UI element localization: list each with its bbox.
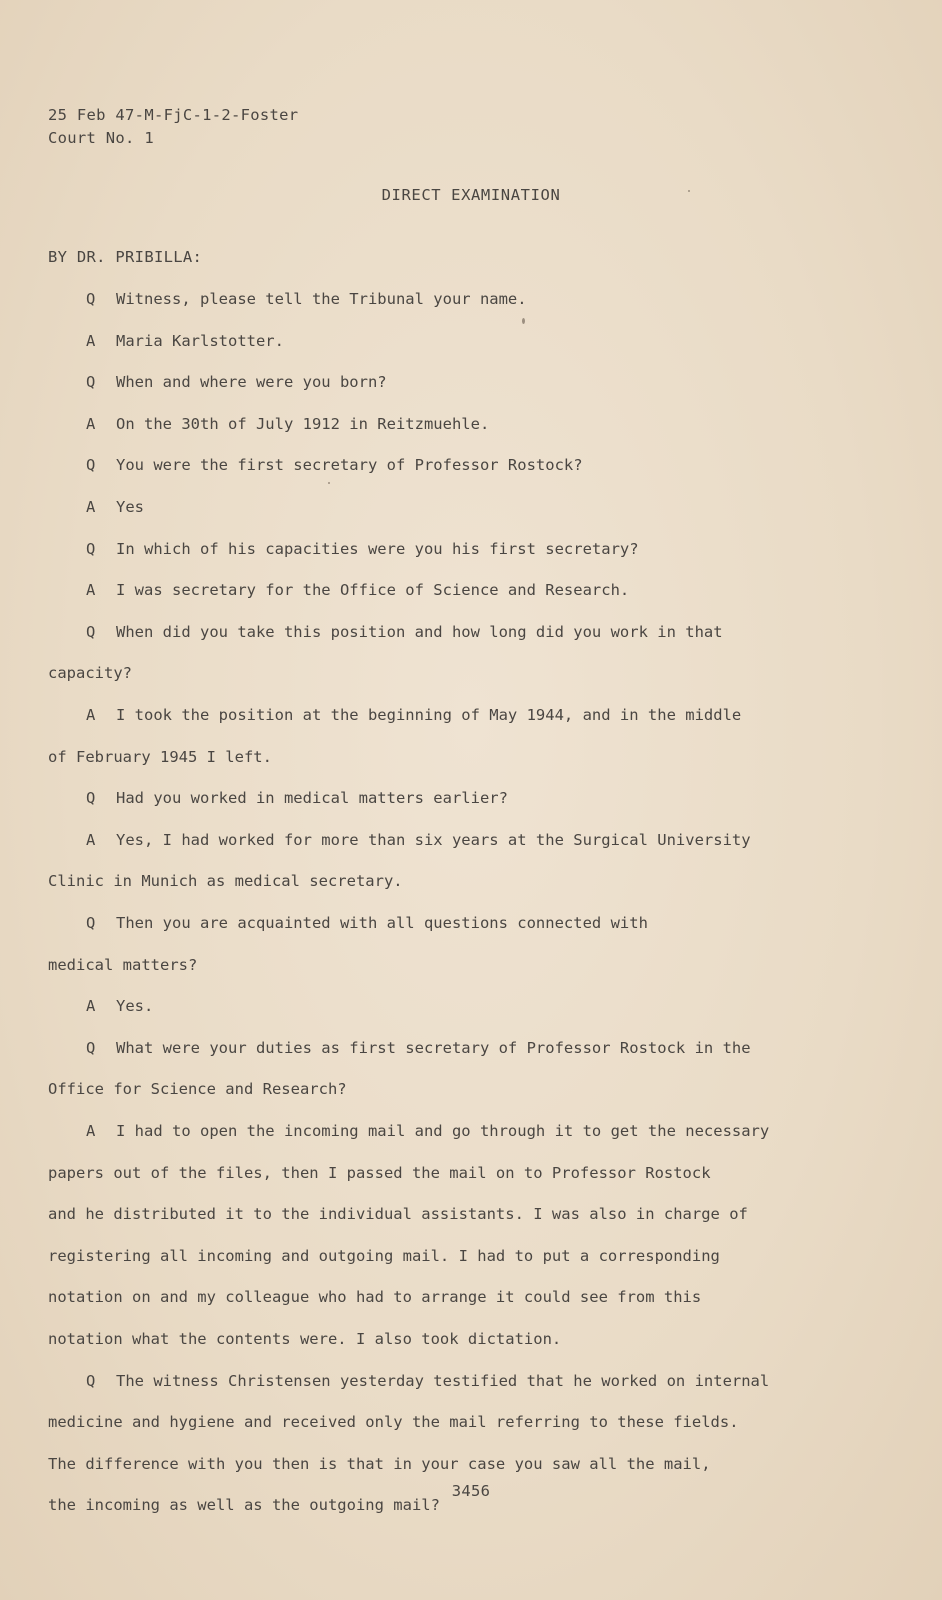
- question-text: You were the first secretary of Professor Rostock?: [116, 456, 583, 474]
- question-text: When and where were you born?: [116, 373, 387, 391]
- answer-text: and he distributed it to the individual assistants. I was also in charge of: [48, 1205, 748, 1223]
- answer-text: Clinic in Munich as medical secretary.: [48, 872, 403, 890]
- question-marker: Q: [86, 456, 96, 474]
- answer-text: of February 1945 I left.: [48, 748, 272, 766]
- answer-text: papers out of the files, then I passed the mail on to Professor Rostock: [48, 1164, 711, 1182]
- question-text: When did you take this position and how long did you work in that: [116, 623, 723, 641]
- question-text: Then you are acquainted with all questions connected with: [116, 914, 648, 932]
- question-marker: Q: [86, 373, 96, 391]
- answer-marker: A: [86, 1122, 96, 1140]
- question-text: Had you worked in medical matters earlier?: [116, 789, 508, 807]
- answer-marker: A: [86, 706, 96, 724]
- answer-text: notation on and my colleague who had to arrange it could see from this: [48, 1288, 702, 1306]
- question-marker: Q: [86, 914, 96, 932]
- court-line: Court No. 1: [48, 129, 154, 147]
- answer-marker: A: [86, 415, 96, 433]
- answer-text: I took the position at the beginning of May 1944, and in the middle: [116, 706, 742, 724]
- page-number: 3456: [451, 1482, 491, 1500]
- paper-speck: [688, 190, 690, 192]
- question-text: In which of his capacities were you his first secretary?: [116, 540, 639, 558]
- answer-text: notation what the contents were. I also took dictation.: [48, 1330, 562, 1348]
- section-heading: DIRECT EXAMINATION: [381, 186, 561, 204]
- question-text: The difference with you then is that in your case you saw all the mail,: [48, 1455, 711, 1473]
- answer-text: registering all incoming and outgoing mail. I had to put a corresponding: [48, 1247, 720, 1265]
- answer-marker: A: [86, 831, 96, 849]
- answer-text: I was secretary for the Office of Science and Research.: [116, 581, 630, 599]
- question-text: medical matters?: [48, 956, 198, 974]
- question-marker: Q: [86, 1372, 96, 1390]
- paper-speck: [328, 482, 330, 484]
- answer-text: Yes, I had worked for more than six years at the Surgical University: [116, 831, 751, 849]
- examiner-line: BY DR. PRIBILLA:: [48, 248, 203, 266]
- question-text: the incoming as well as the outgoing mail?: [48, 1496, 440, 1514]
- question-marker: Q: [86, 1039, 96, 1057]
- reference-line: 25 Feb 47-M-FjC-1-2-Foster: [48, 106, 299, 124]
- question-text: capacity?: [48, 664, 132, 682]
- question-marker: Q: [86, 290, 96, 308]
- answer-text: On the 30th of July 1912 in Reitzmuehle.: [116, 415, 490, 433]
- question-marker: Q: [86, 540, 96, 558]
- question-marker: Q: [86, 789, 96, 807]
- paper-speck: [522, 318, 525, 324]
- question-marker: Q: [86, 623, 96, 641]
- question-text: What were your duties as first secretary of Professor Rostock in the: [116, 1039, 751, 1057]
- question-text: Witness, please tell the Tribunal your name.: [116, 290, 527, 308]
- question-text: The witness Christensen yesterday testified that he worked on internal: [116, 1372, 770, 1390]
- answer-marker: A: [86, 581, 96, 599]
- question-text: Office for Science and Research?: [48, 1080, 347, 1098]
- answer-text: Yes.: [116, 997, 154, 1015]
- answer-marker: A: [86, 332, 96, 350]
- answer-text: I had to open the incoming mail and go through it to get the necessary: [116, 1122, 770, 1140]
- question-text: medicine and hygiene and received only the mail referring to these fields.: [48, 1413, 739, 1431]
- answer-marker: A: [86, 498, 96, 516]
- answer-text: Maria Karlstotter.: [116, 332, 284, 350]
- answer-text: Yes: [116, 498, 144, 516]
- answer-marker: A: [86, 997, 96, 1015]
